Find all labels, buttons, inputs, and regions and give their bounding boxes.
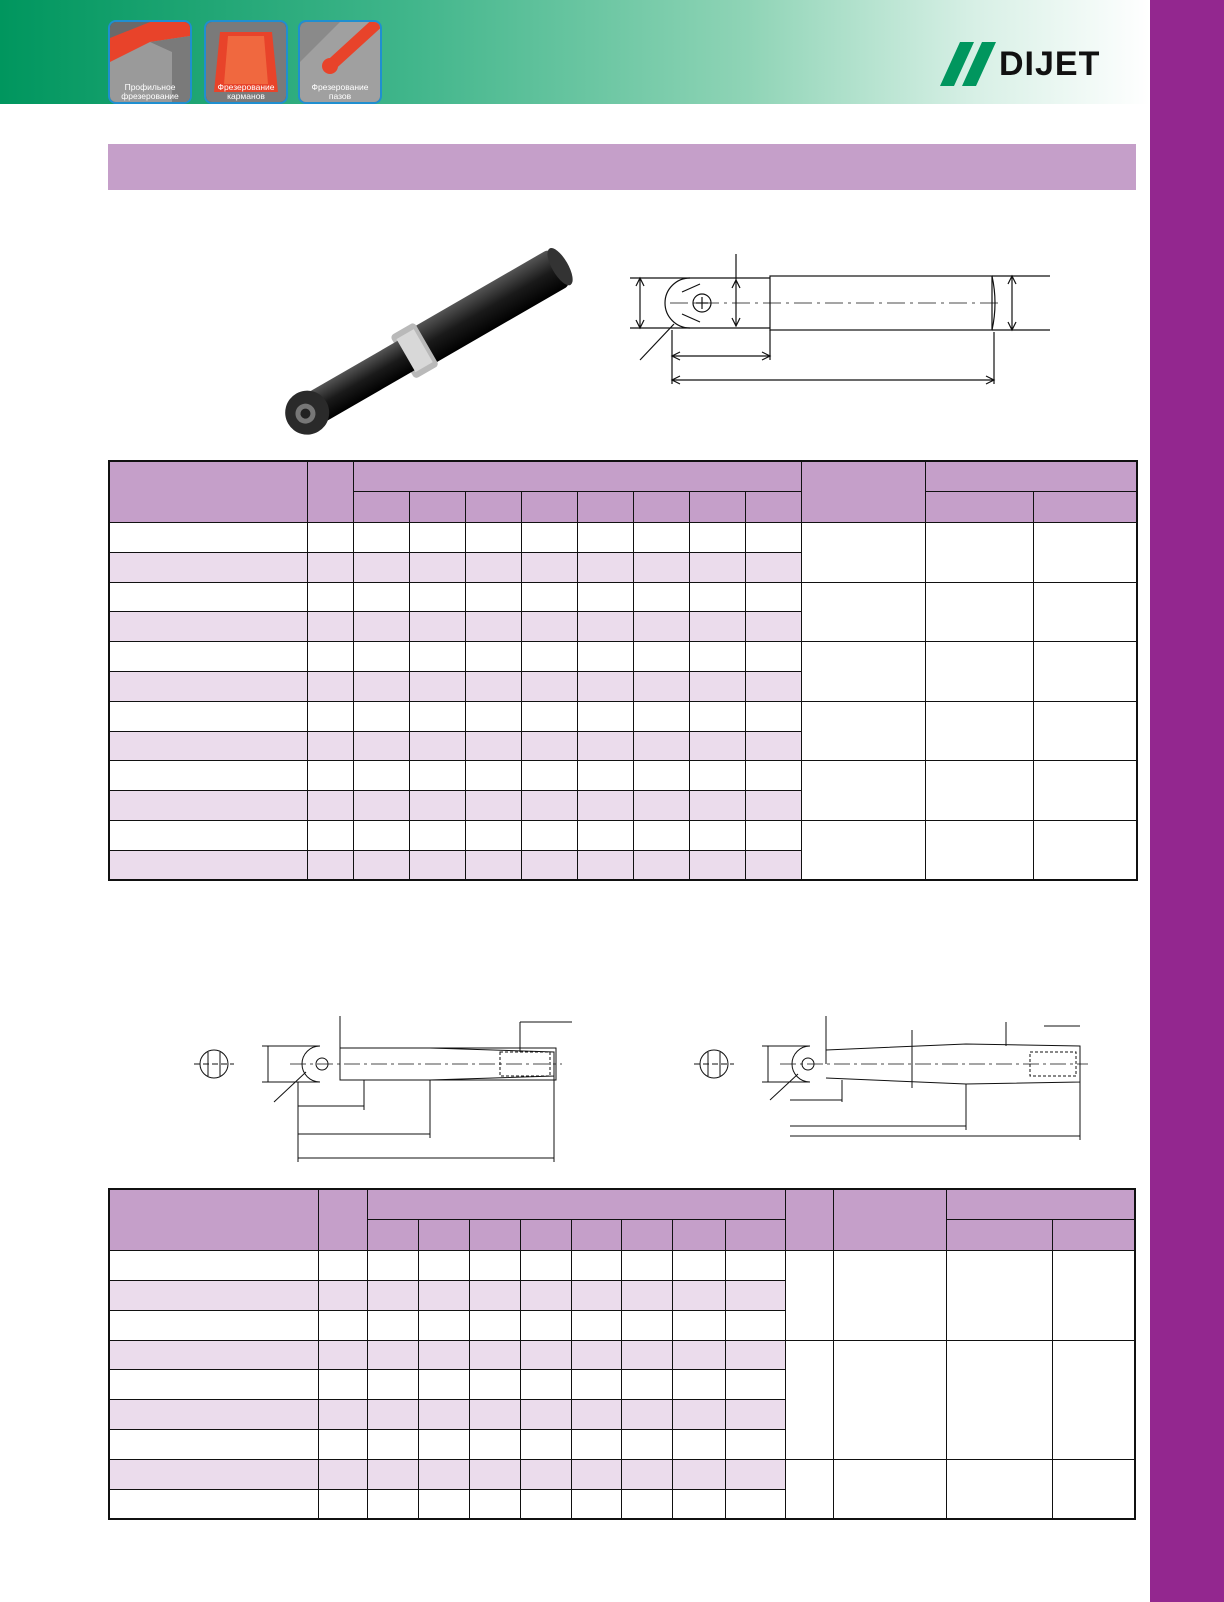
table1-row bbox=[109, 523, 1137, 553]
tool-drawing-3 bbox=[690, 1016, 1100, 1151]
op-label-2a: Фрезерование bbox=[217, 82, 275, 92]
table2-row bbox=[109, 1459, 1135, 1489]
t2-head-stock bbox=[319, 1189, 368, 1251]
table2-header-row-1 bbox=[109, 1189, 1135, 1220]
table1-header-row-1 bbox=[109, 461, 1137, 492]
t2-head-insert bbox=[834, 1189, 946, 1251]
pocket-milling-icon bbox=[204, 20, 288, 104]
spec-table-2 bbox=[108, 1188, 1136, 1520]
section-title-bar bbox=[108, 144, 1136, 190]
table1-row bbox=[109, 761, 1137, 791]
op-label-1a: Профильное bbox=[124, 82, 176, 92]
tool-drawing-2 bbox=[190, 1016, 580, 1177]
dijet-logo bbox=[940, 42, 1136, 88]
op-label-3a: Фрезерование bbox=[311, 82, 369, 92]
spec-table-1 bbox=[108, 460, 1138, 881]
t1-head-dimensions bbox=[353, 461, 801, 492]
side-band bbox=[1150, 0, 1224, 1602]
t2-head-teeth bbox=[785, 1189, 834, 1251]
table2-row bbox=[109, 1251, 1135, 1281]
table1-row bbox=[109, 701, 1137, 731]
t2-head-dimensions bbox=[368, 1189, 786, 1220]
op-label-1b: фрезерование bbox=[121, 91, 179, 101]
table1-row bbox=[109, 582, 1137, 612]
t1-head-stock bbox=[307, 461, 353, 523]
t2-head-parts bbox=[946, 1189, 1135, 1220]
t1-head-insert bbox=[801, 461, 925, 523]
table2-row bbox=[109, 1340, 1135, 1370]
logo-text: DIJET bbox=[999, 45, 1101, 83]
tool-photo bbox=[270, 240, 600, 445]
table1-row bbox=[109, 820, 1137, 850]
profile-milling-icon bbox=[108, 20, 192, 104]
slot-milling-icon bbox=[298, 20, 382, 104]
t2-head-designation bbox=[109, 1189, 319, 1251]
tool-drawing-1 bbox=[630, 248, 1070, 403]
t1-head-designation bbox=[109, 461, 307, 523]
op-label-3b: пазов bbox=[328, 91, 352, 101]
table1-row bbox=[109, 642, 1137, 672]
op-label-2b: карманов bbox=[227, 91, 265, 101]
t1-head-parts bbox=[925, 461, 1137, 492]
